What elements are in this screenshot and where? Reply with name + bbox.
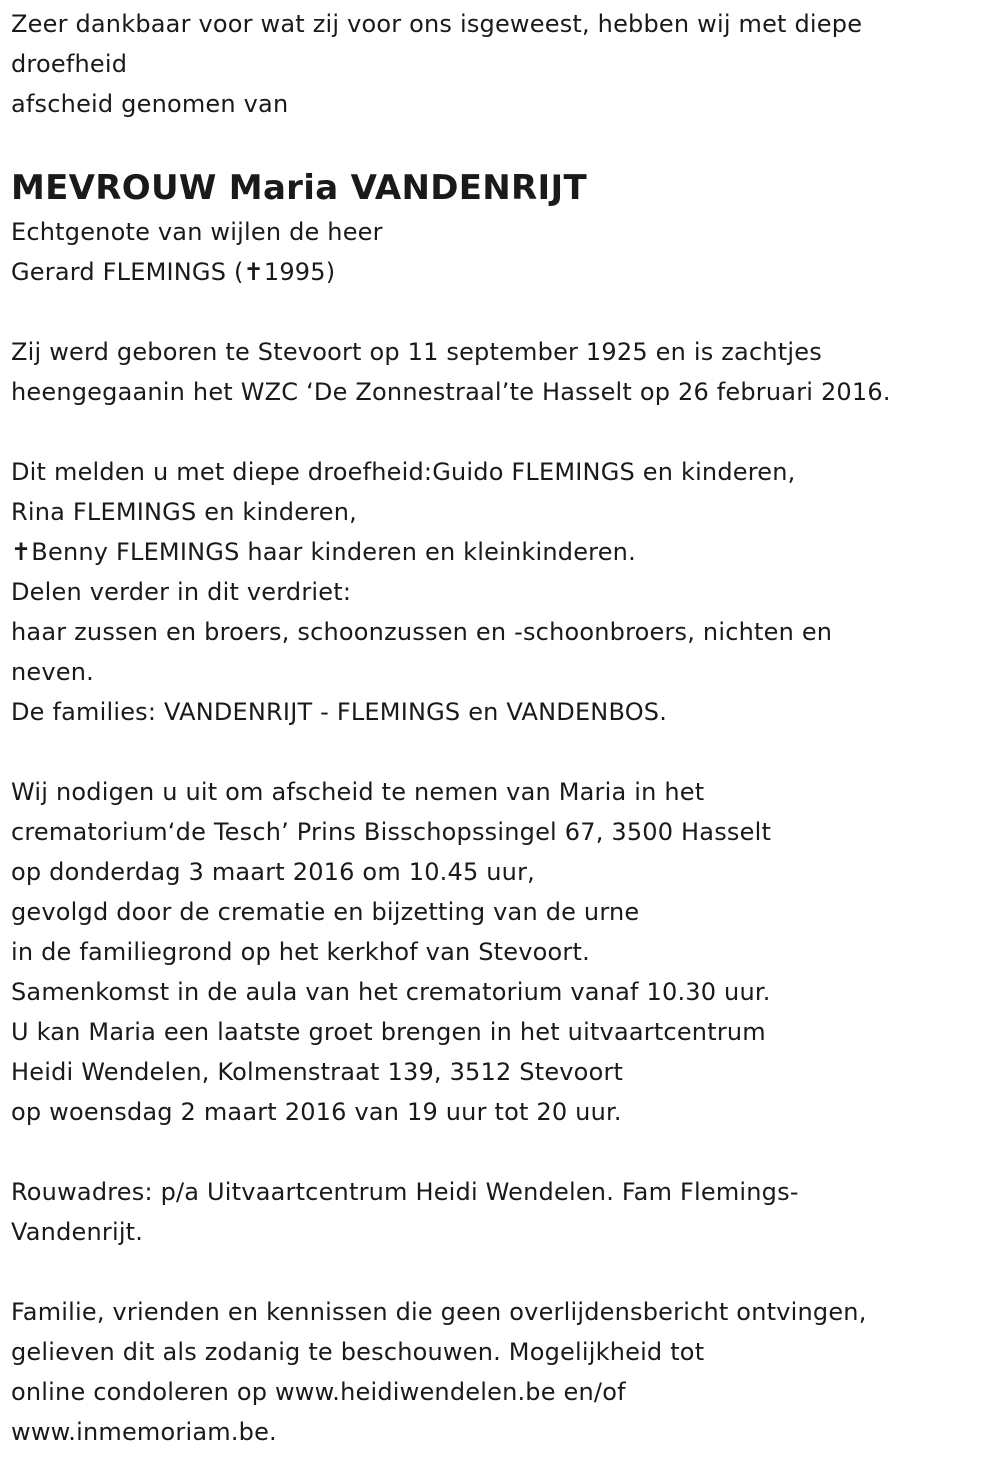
intro-line: Zeer dankbaar voor wat zij voor ons isgeweest, hebben wij met diepe: [11, 10, 863, 38]
address-paragraph: [11, 1172, 986, 1252]
family-line: haar zussen en broers, schoonzussen en -schoonbroers, nichten en: [11, 618, 833, 646]
closing-line: Familie, vrienden en kennissen die geen overlijdensbericht ontvingen,: [11, 1298, 867, 1326]
family-paragraph: [11, 452, 986, 732]
address-line: Vandenrijt.: [11, 1218, 144, 1246]
ceremony-line: Heidi Wendelen, Kolmenstraat 139, 3512 Stevoort: [11, 1058, 624, 1086]
deceased-name: MEVROUW Maria VANDENRIJT: [11, 168, 587, 208]
ceremony-paragraph: [11, 772, 986, 1132]
paragraph-spacer: [11, 1252, 986, 1292]
ceremony-line: in de familiegrond op het kerkhof van Stevoort.: [11, 938, 590, 966]
family-line: Dit melden u met diepe droefheid:Guido FLEMINGS en kinderen,: [11, 458, 796, 486]
paragraph-spacer: [11, 292, 986, 332]
intro-line: afscheid genomen van: [11, 90, 289, 118]
ceremony-line: U kan Maria een laatste groet brengen in het uitvaartcentrum: [11, 1018, 766, 1046]
address-line: Rouwadres: p/a Uitvaartcentrum Heidi Wendelen. Fam Flemings-: [11, 1178, 799, 1206]
ceremony-line: gevolgd door de crematie en bijzetting van de urne: [11, 898, 640, 926]
closing-line: online condoleren op www.heidiwendelen.be en/of: [11, 1378, 626, 1406]
ceremony-line: Wij nodigen u uit om afscheid te nemen van Maria in het: [11, 778, 705, 806]
family-line: De families: VANDENRIJT - FLEMINGS en VANDENBOS.: [11, 698, 668, 726]
ceremony-line: crematorium‘de Tesch’ Prins Bisschopssingel 67, 3500 Hasselt: [11, 818, 772, 846]
ceremony-line: Samenkomst in de aula van het crematorium vanaf 10.30 uur.: [11, 978, 771, 1006]
ceremony-line: op woensdag 2 maart 2016 van 19 uur tot 20 uur.: [11, 1098, 622, 1126]
obituary-document: [11, 4, 986, 1452]
paragraph-spacer: [11, 732, 986, 772]
spouse-line: Echtgenote van wijlen de heer: [11, 218, 383, 246]
paragraph-spacer: [11, 1132, 986, 1172]
family-line: Rina FLEMINGS en kinderen,: [11, 498, 357, 526]
deceased-block: [11, 164, 986, 292]
spouse-line: Gerard FLEMINGS (✝1995): [11, 258, 336, 286]
birth-paragraph: [11, 332, 986, 412]
family-line: Delen verder in dit verdriet:: [11, 578, 352, 606]
closing-paragraph: [11, 1292, 986, 1452]
closing-line: gelieven dit als zodanig te beschouwen. Mogelijkheid tot: [11, 1338, 705, 1366]
birth-line: heengegaanin het WZC ‘De Zonnestraal’te Hasselt op 26 februari 2016.: [11, 378, 891, 406]
intro-line: droefheid: [11, 50, 128, 78]
family-line: neven.: [11, 658, 94, 686]
ceremony-line: op donderdag 3 maart 2016 om 10.45 uur,: [11, 858, 535, 886]
intro-paragraph: [11, 4, 986, 124]
closing-line: www.inmemoriam.be.: [11, 1418, 277, 1446]
paragraph-spacer: [11, 412, 986, 452]
birth-line: Zij werd geboren te Stevoort op 11 september 1925 en is zachtjes: [11, 338, 822, 366]
family-line: ✝Benny FLEMINGS haar kinderen en kleinkinderen.: [11, 538, 636, 566]
paragraph-spacer: [11, 124, 986, 164]
